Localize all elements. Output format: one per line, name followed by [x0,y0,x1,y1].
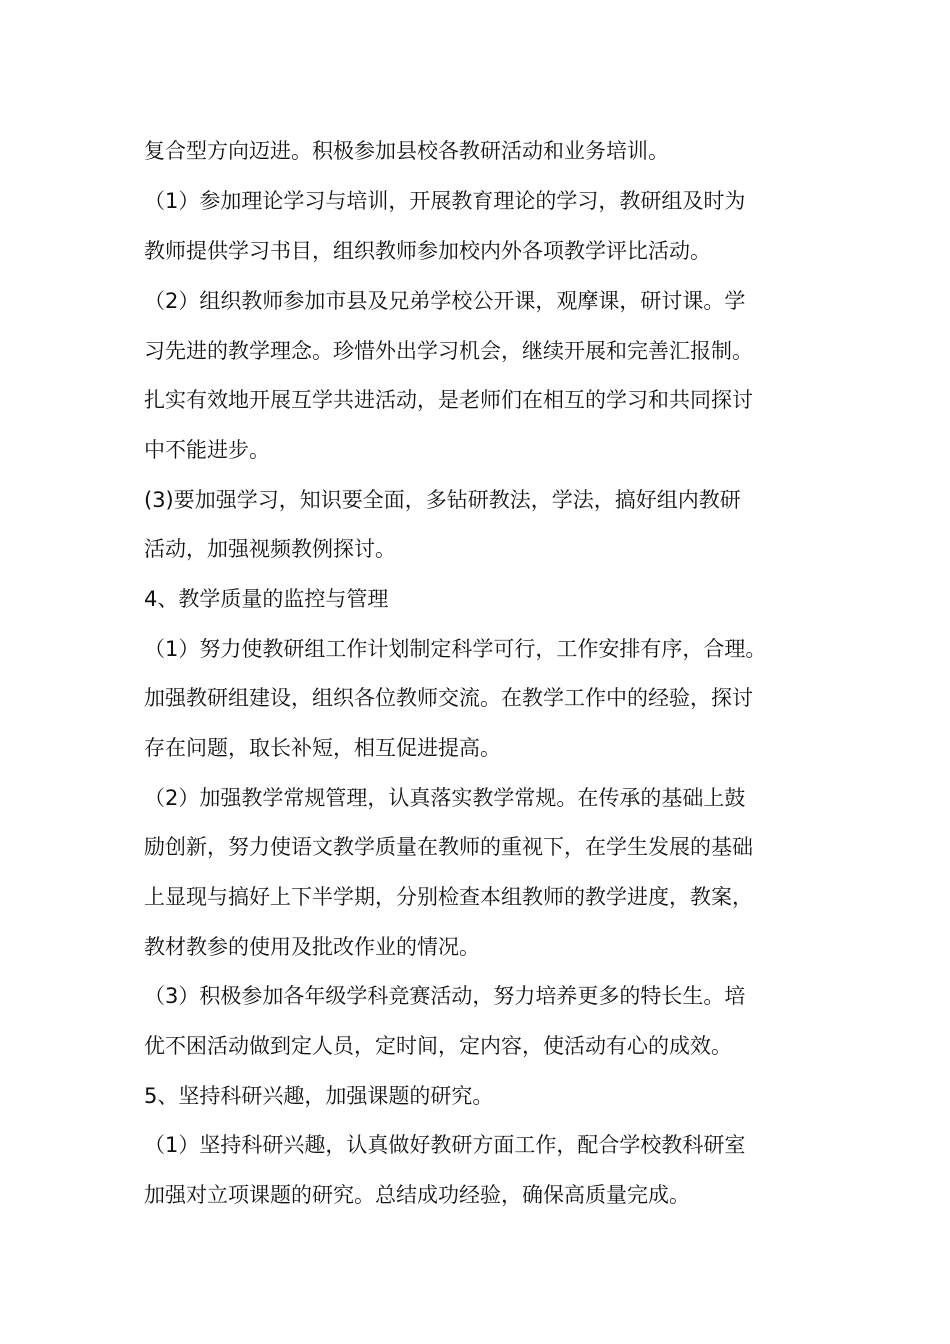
text-line: 5、坚持科研兴趣，加强课题的研究。 [144,1084,494,1108]
text-line: 上显现与搞好上下半学期，分别检查本组教师的教学进度，教案， [144,885,753,909]
text-line: 教材教参的使用及批改作业的情况。 [144,935,480,959]
text-line: 4、教学质量的监控与管理 [144,587,389,611]
text-line: （1）参加理论学习与培训，开展教育理论的学习，教研组及时为 [144,189,746,213]
text-line: 加强教研组建设，组织各位教师交流。在教学工作中的经验，探讨 [144,686,753,710]
text-line: （3）积极参加各年级学科竞赛活动，努力培养更多的特长生。培 [144,984,746,1008]
text-line: 中不能进步。 [144,438,270,462]
text-line: （1）坚持科研兴趣，认真做好教研方面工作，配合学校教科研室 [144,1133,746,1157]
text-line: （2）加强教学常规管理，认真落实教学常规。在传承的基础上鼓 [144,786,746,810]
text-line: 励创新，努力使语文教学质量在教师的重视下，在学生发展的基础 [144,835,753,859]
text-line: 活动，加强视频教例探讨。 [144,537,396,561]
text-line: 扎实有效地开展互学共进活动，是老师们在相互的学习和共同探讨 [144,388,753,412]
text-line: 优不困活动做到定人员，定时间，定内容，使活动有心的成效。 [144,1034,732,1058]
text-line: (3)要加强学习，知识要全面，多钻研教法，学法，搞好组内教研 [144,488,741,512]
text-line: 教师提供学习书目，组织教师参加校内外各项教学评比活动。 [144,239,711,263]
text-line: 习先进的教学理念。珍惜外出学习机会，继续开展和完善汇报制。 [144,339,753,363]
text-line: （1）努力使教研组工作计划制定科学可行，工作安排有序，合理。 [144,637,767,661]
text-line: 存在问题，取长补短，相互促进提高。 [144,736,501,760]
text-line: 复合型方向迈进。积极参加县校各教研活动和业务培训。 [144,139,669,163]
text-line: （2）组织教师参加市县及兄弟学校公开课，观摩课，研讨课。学 [144,289,746,313]
text-line: 加强对立项课题的研究。总结成功经验，确保高质量完成。 [144,1183,690,1207]
